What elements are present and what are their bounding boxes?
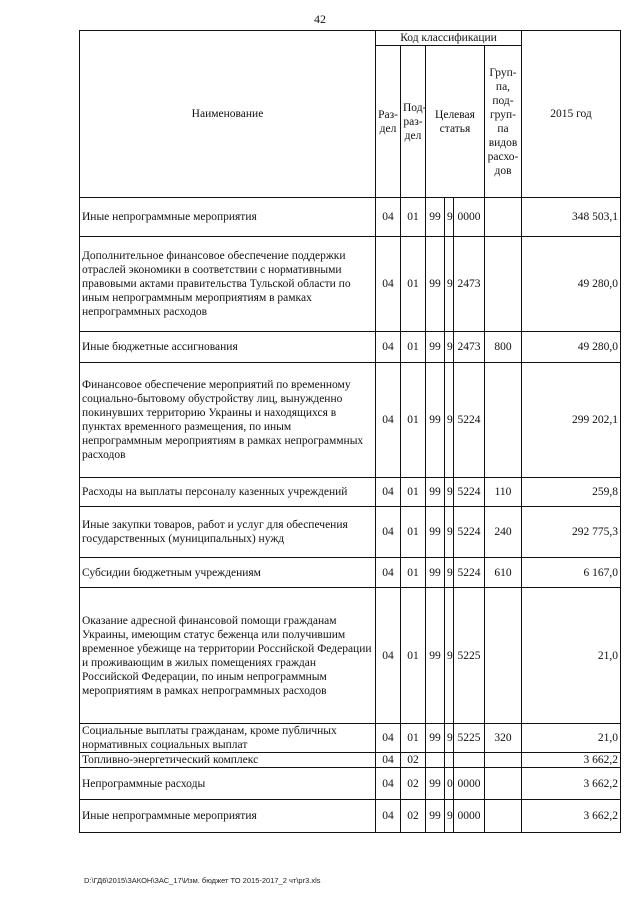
row-expense-type — [485, 753, 522, 768]
row-target-program: 99 — [426, 768, 445, 800]
row-target-program: 99 — [426, 800, 445, 833]
row-razdel: 04 — [376, 363, 401, 478]
row-target-code: 2473 — [454, 237, 485, 332]
row-razdel: 04 — [376, 800, 401, 833]
page-number: 42 — [314, 12, 326, 26]
table-row — [80, 724, 621, 753]
row-target-subprogram: 9 — [445, 724, 454, 753]
row-expense-type — [485, 768, 522, 800]
row-target-code — [454, 753, 485, 768]
row-amount: 348 503,1 — [522, 198, 621, 237]
row-podrazdel: 01 — [401, 237, 426, 332]
row-target-code: 0000 — [454, 768, 485, 800]
row-target-subprogram — [445, 753, 454, 768]
row-target-program: 99 — [426, 724, 445, 753]
row-amount: 299 202,1 — [522, 363, 621, 478]
table-row — [80, 588, 621, 724]
row-expense-type — [485, 588, 522, 724]
header-year: 2015 год — [522, 31, 621, 198]
row-amount: 21,0 — [522, 588, 621, 724]
header-expense-group: Груп- па, под- груп- па видов расхо- дов — [485, 46, 522, 198]
row-target-program: 99 — [426, 588, 445, 724]
table-row — [80, 332, 621, 363]
row-podrazdel: 01 — [401, 478, 426, 507]
row-amount: 3 662,2 — [522, 800, 621, 833]
row-amount: 3 662,2 — [522, 768, 621, 800]
row-amount: 3 662,2 — [522, 753, 621, 768]
row-target-subprogram: 9 — [445, 558, 454, 588]
row-target-program: 99 — [426, 198, 445, 237]
row-target-program — [426, 753, 445, 768]
row-name: Непрограммные расходы — [80, 768, 376, 800]
row-amount: 259,8 — [522, 478, 621, 507]
row-target-code: 5224 — [454, 507, 485, 558]
row-podrazdel: 02 — [401, 753, 426, 768]
row-podrazdel: 01 — [401, 363, 426, 478]
row-expense-type — [485, 198, 522, 237]
row-razdel: 04 — [376, 588, 401, 724]
row-name: Дополнительное финансовое обеспечение поддержки отраслей экономики в соответствии с нормативными правовыми актами правительства Тульской области по иным непрограммным мероприятиям в рамках непрограммных расходов — [80, 237, 376, 332]
row-amount: 49 280,0 — [522, 332, 621, 363]
row-target-subprogram: 9 — [445, 507, 454, 558]
header-target-article: Целевая статья — [426, 46, 485, 198]
row-target-code: 5224 — [454, 558, 485, 588]
row-amount: 292 775,3 — [522, 507, 621, 558]
row-expense-type: 320 — [485, 724, 522, 753]
row-target-code: 5224 — [454, 478, 485, 507]
row-razdel: 04 — [376, 724, 401, 753]
row-amount: 21,0 — [522, 724, 621, 753]
row-target-program: 99 — [426, 363, 445, 478]
row-name: Иные непрограммные мероприятия — [80, 800, 376, 833]
row-name: Иные бюджетные ассигнования — [80, 332, 376, 363]
row-target-subprogram: 9 — [445, 478, 454, 507]
file-path-footer: D:\ГД6\2015\ЗАКОН\ЗАС_17\Изм. бюджет ТО 2015-2017_2 чт\pr3.xls — [84, 876, 321, 885]
row-target-code: 5225 — [454, 588, 485, 724]
table-row — [80, 237, 621, 332]
row-target-code: 2473 — [454, 332, 485, 363]
row-amount: 6 167,0 — [522, 558, 621, 588]
row-podrazdel: 01 — [401, 198, 426, 237]
row-target-code: 0000 — [454, 198, 485, 237]
row-expense-type: 800 — [485, 332, 522, 363]
row-razdel: 04 — [376, 237, 401, 332]
row-podrazdel: 01 — [401, 507, 426, 558]
header-razdel: Раз- дел — [376, 46, 401, 198]
row-target-subprogram: 9 — [445, 363, 454, 478]
row-name: Иные закупки товаров, работ и услуг для обеспечения государственных (муниципальных) нужд — [80, 507, 376, 558]
row-target-subprogram: 9 — [445, 332, 454, 363]
row-expense-type — [485, 237, 522, 332]
row-podrazdel: 01 — [401, 332, 426, 363]
row-podrazdel: 01 — [401, 588, 426, 724]
row-name: Субсидии бюджетным учреждениям — [80, 558, 376, 588]
row-amount: 49 280,0 — [522, 237, 621, 332]
table-row — [80, 198, 621, 237]
row-podrazdel: 02 — [401, 768, 426, 800]
table-row — [80, 753, 621, 768]
row-target-code: 5225 — [454, 724, 485, 753]
row-podrazdel: 01 — [401, 724, 426, 753]
row-target-code: 5224 — [454, 363, 485, 478]
row-name: Социальные выплаты гражданам, кроме публичных нормативных социальных выплат — [80, 724, 376, 753]
table-row — [80, 363, 621, 478]
row-name: Финансовое обеспечение мероприятий по временному социально-бытовому обустройству лиц, вынужденно покинувших территорию Украины и находящихся в пунктах временного размещения, по иным непрограммным мероприятиям в рамках непрограммных расходов — [80, 363, 376, 478]
row-razdel: 04 — [376, 753, 401, 768]
row-razdel: 04 — [376, 768, 401, 800]
header-name: Наименование — [80, 31, 376, 198]
row-target-subprogram: 9 — [445, 237, 454, 332]
table-row — [80, 768, 621, 800]
row-target-subprogram: 9 — [445, 198, 454, 237]
row-expense-type: 610 — [485, 558, 522, 588]
header-classification: Код классификации — [376, 31, 522, 46]
row-target-program: 99 — [426, 507, 445, 558]
row-target-program: 99 — [426, 332, 445, 363]
row-razdel: 04 — [376, 332, 401, 363]
row-target-subprogram: 9 — [445, 800, 454, 833]
row-target-subprogram: 0 — [445, 768, 454, 800]
row-target-subprogram: 9 — [445, 588, 454, 724]
table-row — [80, 558, 621, 588]
row-podrazdel: 02 — [401, 800, 426, 833]
budget-table — [79, 30, 621, 833]
row-razdel: 04 — [376, 198, 401, 237]
row-expense-type: 240 — [485, 507, 522, 558]
row-name: Топливно-энергетический комплекс — [80, 753, 376, 768]
row-expense-type — [485, 363, 522, 478]
row-target-code: 0000 — [454, 800, 485, 833]
table-row — [80, 507, 621, 558]
row-name: Оказание адресной финансовой помощи гражданам Украины, имеющим статус беженца или получившим временное убежище на территории Российской Федерации и проживающим в жилых помещениях граждан Российской Федерации, по иным непрограммным мероприятиям в рамках непрограммных расходов — [80, 588, 376, 724]
row-razdel: 04 — [376, 558, 401, 588]
row-razdel: 04 — [376, 507, 401, 558]
table-row — [80, 478, 621, 507]
row-name: Иные непрограммные мероприятия — [80, 198, 376, 237]
row-expense-type — [485, 800, 522, 833]
row-razdel: 04 — [376, 478, 401, 507]
row-expense-type: 110 — [485, 478, 522, 507]
row-target-program: 99 — [426, 237, 445, 332]
row-podrazdel: 01 — [401, 558, 426, 588]
header-podrazdel: Под- раз- дел — [401, 46, 426, 198]
row-target-program: 99 — [426, 478, 445, 507]
table-row — [80, 800, 621, 833]
row-name: Расходы на выплаты персоналу казенных учреждений — [80, 478, 376, 507]
row-target-program: 99 — [426, 558, 445, 588]
